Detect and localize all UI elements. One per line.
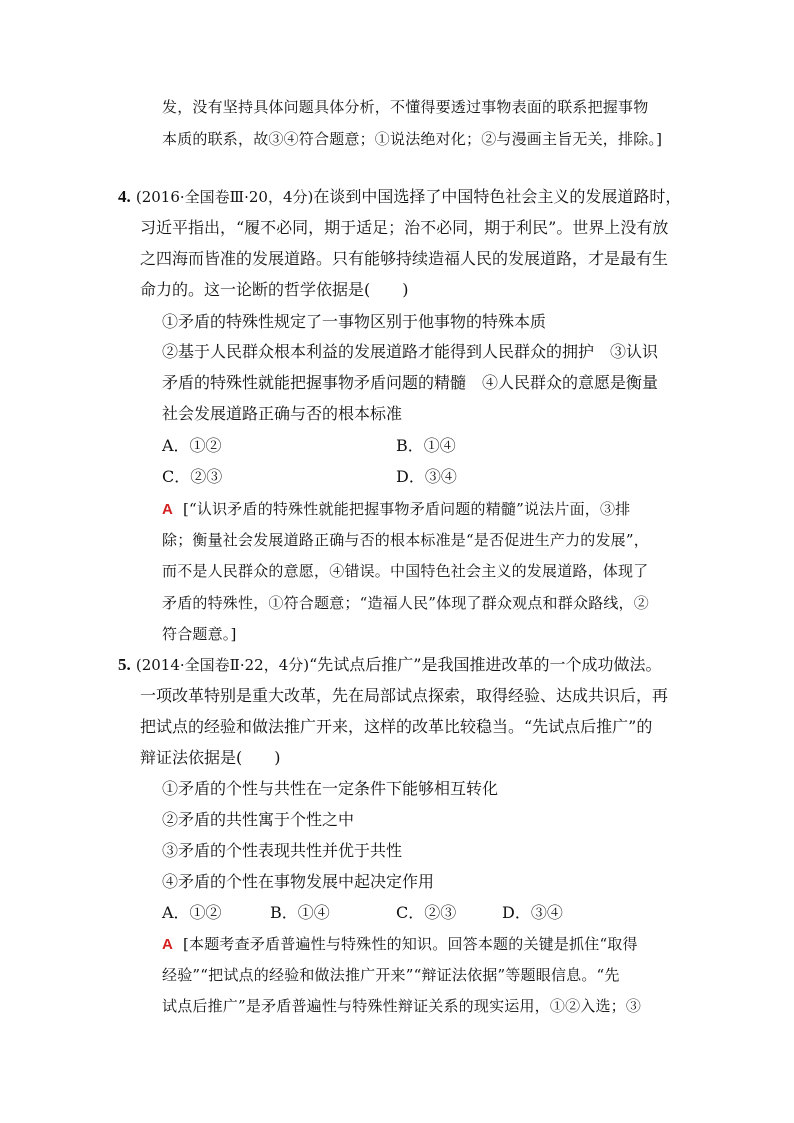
- question-4-answer-key: A: [162, 501, 174, 518]
- question-5-option-d: D．③④: [502, 903, 563, 922]
- question-4-analysis-line-4: 矛盾的特殊性，①符合题意；“造福人民”体现了群众观点和群众路线，②: [162, 594, 649, 612]
- question-4-stem-3: 之四海而皆准的发展道路。只有能够持续造福人民的发展道路，才是最有生: [140, 249, 669, 268]
- question-5-item-2: ②矛盾的共性寓于个性之中: [162, 810, 355, 829]
- question-4-option-a: A．①②: [162, 436, 222, 455]
- question-5-analysis-line-2: 经验”“把试点的经验和做法推广开来”“辩证法依据”等题眼信息。“先: [162, 966, 620, 984]
- question-4-item-4: 社会发展道路正确与否的根本标准: [162, 404, 403, 423]
- question-5-option-a: A．①②: [162, 903, 222, 922]
- question-5-item-3: ③矛盾的个性表现共性并优于共性: [162, 841, 403, 860]
- question-5-source: (2014·全国卷Ⅱ·22，4分): [135, 656, 310, 674]
- question-5-number: 5.: [118, 655, 131, 674]
- question-4-analysis-line-1: [162, 499, 630, 520]
- question-4-stem-1: 在谈到中国选择了中国特色社会主义的发展道路时，: [313, 187, 682, 206]
- question-4-item-1: ①矛盾的特殊性规定了一事物区别于他事物的特殊本质: [162, 312, 547, 331]
- question-4-analysis-line-2: 除；衡量社会发展道路正确与否的根本标准是“是否促进生产力的发展”，: [162, 531, 649, 549]
- question-4-source: (2016·全国卷Ⅲ·20，4分): [135, 188, 314, 206]
- question-5-option-b: B．①④: [270, 903, 330, 922]
- question-5-stem-3: 把试点的经验和做法推广开来，这样的改革比较稳当。“先试点后推广”的: [140, 717, 653, 736]
- question-4-line-1: [118, 187, 681, 207]
- question-4-stem-4: 命力的。这一论断的哲学依据是( ): [140, 280, 409, 299]
- question-5-stem-1: “先试点后推广”是我国推进改革的一个成功做法。: [309, 655, 662, 674]
- question-5-stem-4: 辩证法依据是( ): [140, 748, 281, 767]
- question-4-option-c: C．②③: [162, 467, 223, 486]
- question-4-item-3: 矛盾的特殊性就能把握事物矛盾问题的精髓 ④人民群众的意愿是衡量: [162, 373, 659, 392]
- question-5-analysis-line-3: 试点后推广”是矛盾普遍性与特殊性辩证关系的现实运用，①②入选；③: [162, 997, 642, 1015]
- question-4-analysis-line-5: 符合题意。]: [162, 625, 237, 643]
- question-5-answer-key: A: [162, 936, 174, 953]
- question-5-item-1: ①矛盾的个性与共性在一定条件下能够相互转化: [162, 779, 499, 798]
- question-4-option-d: D．③④: [396, 467, 457, 486]
- question-4-option-b: B．①④: [396, 436, 456, 455]
- question-4-item-2: ②基于人民群众根本利益的发展道路才能得到人民群众的拥护 ③认识: [162, 342, 659, 361]
- question-4-stem-2: 习近平指出，“履不必同，期于适足；治不必同，期于利民”。世界上没有放: [140, 218, 669, 237]
- question-5-stem-2: 一项改革特别是重大改革，先在局部试点探索，取得经验、达成共识后，再: [140, 686, 669, 705]
- question-4-analysis-text-1: [“认识矛盾的特殊性就能把握事物矛盾问题的精髓”说法片面，③排: [182, 500, 631, 518]
- question-5-option-c: C．②③: [396, 903, 457, 922]
- question-5-analysis-line-1: [162, 934, 638, 955]
- prev-analysis-line-2: 本质的联系，故③④符合题意；①说法绝对化；②与漫画主旨无关，排除。]: [162, 130, 663, 148]
- question-5-item-4: ④矛盾的个性在事物发展中起决定作用: [162, 872, 435, 891]
- question-5-line-1: [118, 655, 661, 675]
- prev-analysis-line-1: 发，没有坚持具体问题具体分析，不懂得要透过事物表面的联系把握事物: [162, 98, 649, 116]
- question-5-analysis-text-1: [本题考查矛盾普遍性与特殊性的知识。回答本题的关键是抓住“取得: [182, 935, 638, 953]
- question-4-analysis-line-3: 而不是人民群众的意愿，④错误。中国特色社会主义的发展道路，体现了: [162, 562, 649, 580]
- question-4-number: 4.: [118, 187, 131, 206]
